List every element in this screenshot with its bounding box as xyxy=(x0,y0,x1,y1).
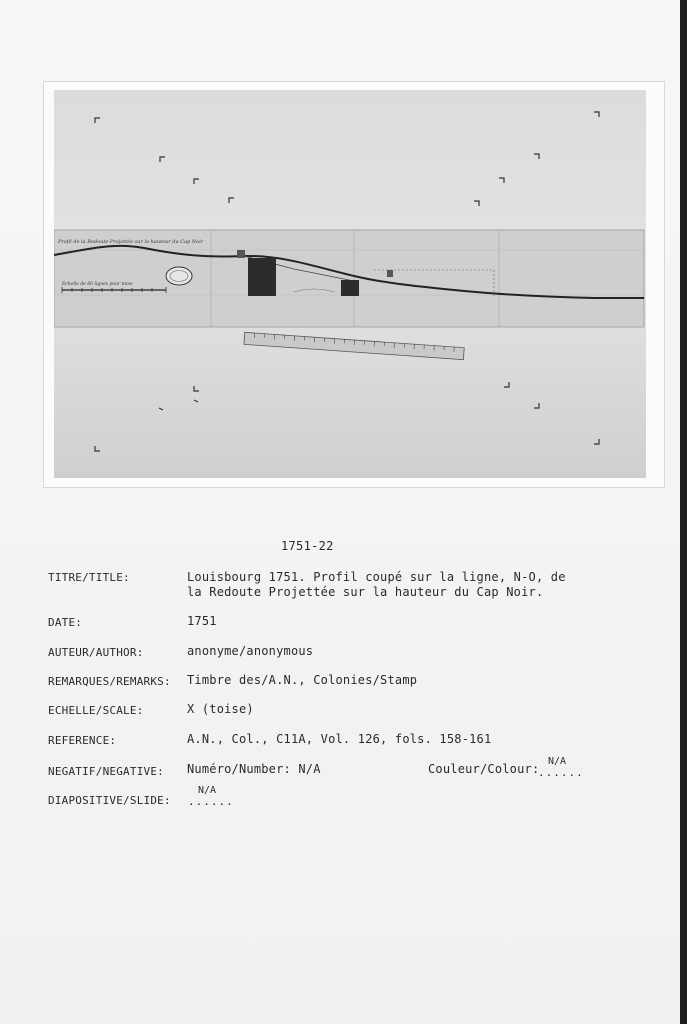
colour-field: ...... N/A xyxy=(538,756,584,779)
negative-number: Numéro/Number: N/A xyxy=(187,762,321,776)
catalog-number: 1751-22 xyxy=(281,539,334,553)
colour-label: Couleur/Colour: xyxy=(428,762,540,776)
negative-label: NEGATIF/NEGATIVE: xyxy=(48,765,164,778)
colour-value: N/A xyxy=(548,756,567,767)
date-value: 1751 xyxy=(187,614,217,628)
slide-value: N/A xyxy=(198,785,217,796)
author-label: AUTEUR/AUTHOR: xyxy=(48,646,144,659)
page-edge xyxy=(680,0,687,1024)
profile-sheet xyxy=(54,230,644,327)
map-photograph xyxy=(54,90,646,478)
profile-heading: Profil de la Redoute Projettée sur la hauteur du Cap Noir xyxy=(58,239,204,245)
reference-label: REFERENCE: xyxy=(48,734,117,747)
reference-value: A.N., Col., C11A, Vol. 126, fols. 158-161 xyxy=(187,732,492,746)
title-value-line-2: la Redoute Projettée sur la hauteur du Cap Noir. xyxy=(187,585,544,599)
author-value: anonyme/anonymous xyxy=(187,644,314,658)
title-label: TITRE/TITLE: xyxy=(48,571,130,584)
slide-field: ...... N/A xyxy=(188,785,234,808)
scale-value: X (toise) xyxy=(187,702,254,716)
scale-caption: Echelle de 60 lignes pour toise xyxy=(62,282,133,287)
scale-label: ECHELLE/SCALE: xyxy=(48,704,144,717)
slide-label: DIAPOSITIVE/SLIDE: xyxy=(48,794,171,807)
remarks-label: REMARQUES/REMARKS: xyxy=(48,675,171,688)
remarks-value: Timbre des/A.N., Colonies/Stamp xyxy=(187,673,418,687)
title-value-line-1: Louisbourg 1751. Profil coupé sur la ligne, N-O, de xyxy=(187,570,566,584)
date-label: DATE: xyxy=(48,616,83,629)
